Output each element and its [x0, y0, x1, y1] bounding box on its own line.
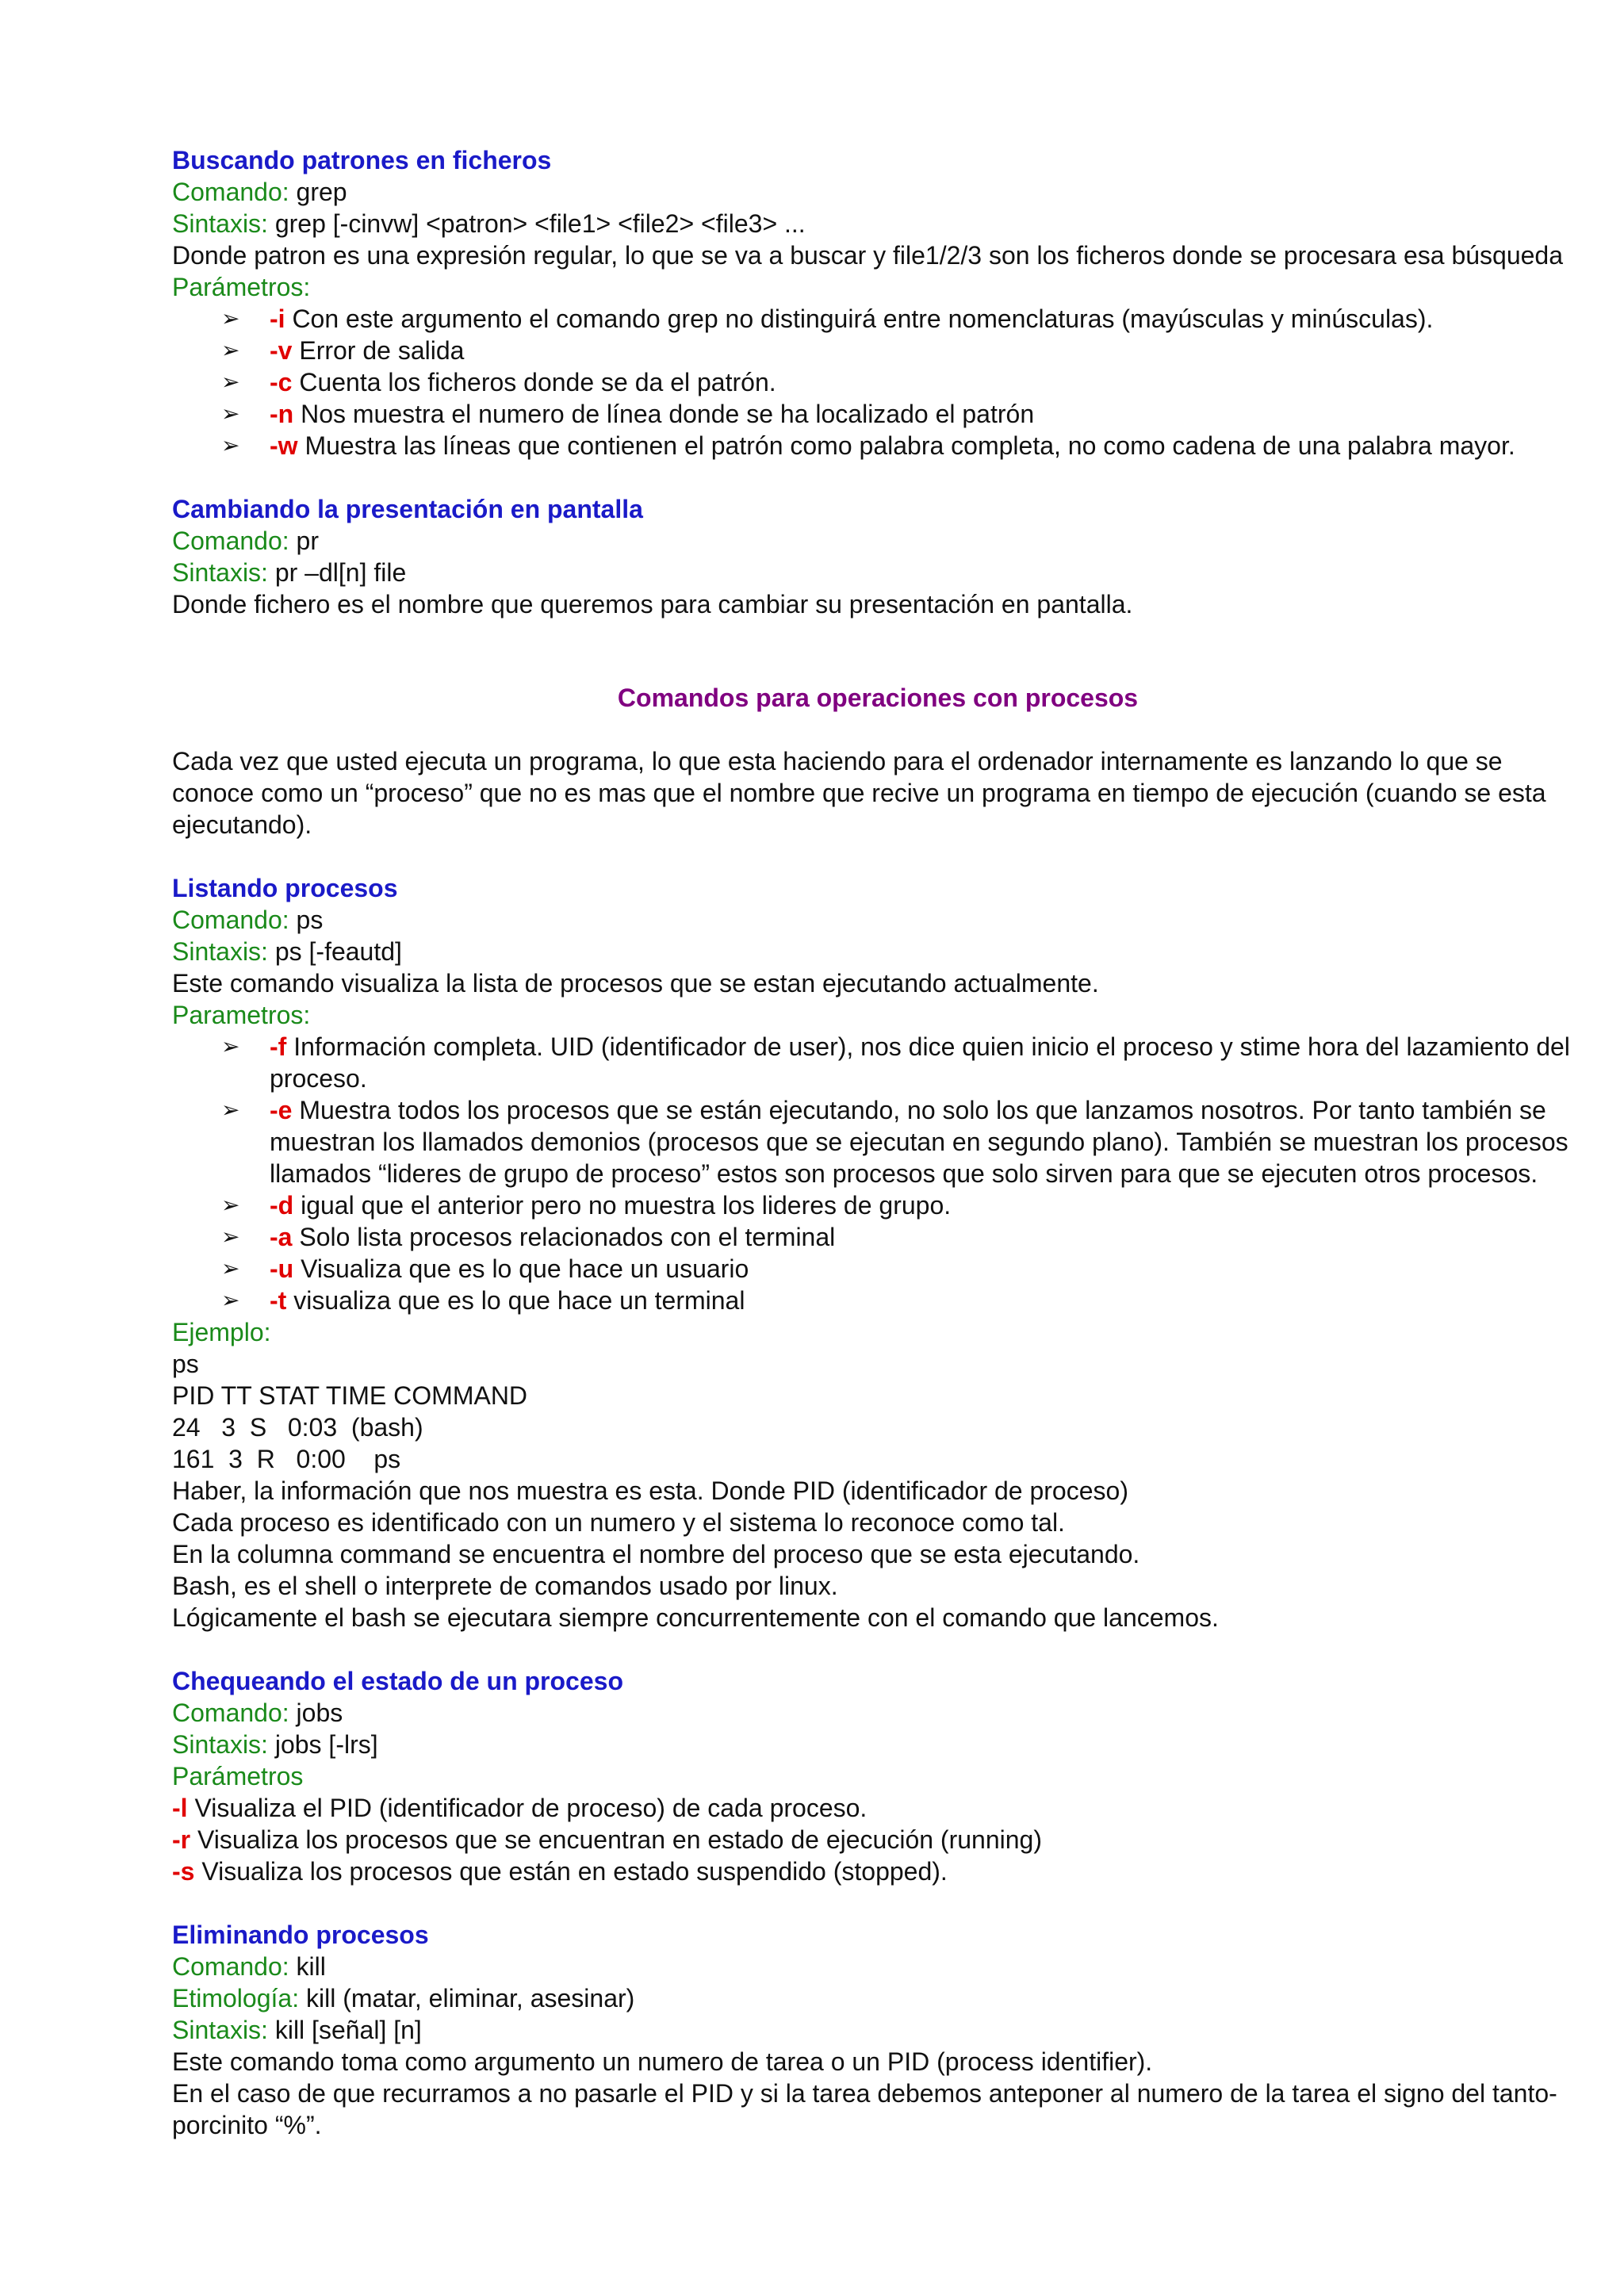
sintaxis-line — [172, 557, 1584, 588]
note-line: En la columna command se encuentra el nombre del proceso que se esta ejecutando. — [172, 1540, 1140, 1568]
param-text: igual que el anterior pero no muestra los lideres de grupo. — [293, 1191, 952, 1220]
sintaxis-line — [172, 1729, 1584, 1760]
param-flag: -r — [172, 1825, 191, 1854]
sintaxis-label: Sintaxis: — [172, 558, 268, 587]
param-text: Información completa. UID (identificador de user), nos dice quien inicio el proceso y stime hora del lazamiento del proceso. — [270, 1032, 1570, 1093]
comando-value: jobs — [289, 1698, 343, 1727]
description: Este comando visualiza la lista de procesos que se estan ejecutando actualmente. — [172, 969, 1099, 998]
param-item — [172, 1189, 1584, 1221]
param-item — [172, 366, 1584, 398]
arrowhead-bullet-icon: ➢ — [221, 1033, 240, 1059]
param-flag: -u — [270, 1254, 294, 1283]
param-item — [172, 1285, 1584, 1316]
comando-line — [172, 1951, 1584, 1982]
param-text: Muestra las líneas que contienen el patrón como palabra completa, no como cadena de una palabra mayor. — [297, 431, 1515, 460]
param-text: Visualiza los procesos que se encuentran en estado de ejecución (running) — [190, 1825, 1042, 1854]
comando-value: ps — [289, 906, 324, 934]
sintaxis-line — [172, 208, 1584, 239]
example-line: PID TT STAT TIME COMMAND — [172, 1381, 528, 1410]
arrowhead-bullet-icon: ➢ — [221, 432, 240, 458]
comando-line — [172, 1697, 1584, 1729]
param-text: Visualiza que es lo que hace un usuario — [293, 1254, 749, 1283]
param-flag: -v — [270, 336, 293, 365]
param-item — [172, 1094, 1584, 1189]
comando-label: Comando: — [172, 527, 289, 555]
param-flag: -n — [270, 400, 294, 428]
param-flag: -s — [172, 1857, 195, 1886]
param-flag: -i — [270, 304, 285, 333]
comando-value: grep — [289, 178, 347, 206]
etimologia-line — [172, 1982, 1584, 2014]
etimologia-value: kill (matar, eliminar, asesinar) — [299, 1984, 635, 2013]
comando-label: Comando: — [172, 906, 289, 934]
comando-line — [172, 176, 1584, 208]
note-line: Lógicamente el bash se ejecutara siempre concurrentemente con el comando que lancemos. — [172, 1603, 1219, 1632]
arrowhead-bullet-icon: ➢ — [221, 1287, 240, 1313]
param-flag: -t — [270, 1286, 287, 1315]
sintaxis-label: Sintaxis: — [172, 1730, 268, 1759]
param-line — [172, 1824, 1584, 1855]
example-line: 161 3 R 0:00 ps — [172, 1445, 401, 1473]
sintaxis-line — [172, 936, 1584, 967]
section-heading: Eliminando procesos — [172, 1921, 429, 1949]
spacer — [172, 1633, 1584, 1665]
param-text: Con este argumento el comando grep no distinguirá entre nomenclaturas (mayúsculas y minúsculas). — [285, 304, 1434, 333]
section-heading: Listando procesos — [172, 874, 398, 902]
param-text: Cuenta los ficheros donde se da el patrón. — [292, 368, 776, 396]
arrowhead-bullet-icon: ➢ — [221, 1097, 240, 1123]
param-flag: -f — [270, 1032, 287, 1061]
comando-line — [172, 904, 1584, 936]
sintaxis-value: grep [-cinvw] <patron> <file1> <file2> <file3> ... — [267, 209, 806, 238]
ejemplo-label: Ejemplo: — [172, 1318, 271, 1346]
sintaxis-label: Sintaxis: — [172, 2016, 268, 2044]
param-text: Visualiza los procesos que están en estado suspendido (stopped). — [194, 1857, 948, 1886]
sintaxis-value: pr –dl[n] file — [267, 558, 407, 587]
chapter-title: Comandos para operaciones con procesos — [617, 684, 1139, 712]
section-kill — [172, 1919, 1584, 2141]
spacer — [172, 841, 1584, 872]
section-pr — [172, 493, 1584, 620]
param-item — [172, 1253, 1584, 1285]
params-label: Parametros: — [172, 1001, 311, 1029]
spacer — [172, 714, 1584, 745]
param-line — [172, 1792, 1584, 1824]
params-list — [172, 303, 1584, 461]
param-item — [172, 335, 1584, 366]
param-flag: -w — [270, 431, 298, 460]
param-item — [172, 398, 1584, 430]
comando-label: Comando: — [172, 178, 289, 206]
arrowhead-bullet-icon: ➢ — [221, 1255, 240, 1281]
spacer — [172, 461, 1584, 493]
param-flag: -l — [172, 1794, 188, 1822]
comando-value: pr — [289, 527, 319, 555]
description: Este comando toma como argumento un numero de tarea o un PID (process identifier). — [172, 2047, 1153, 2076]
spacer — [172, 1887, 1584, 1919]
arrowhead-bullet-icon: ➢ — [221, 1192, 240, 1218]
sintaxis-value: jobs [-lrs] — [267, 1730, 378, 1759]
param-text: Muestra todos los procesos que se están ejecutando, no solo los que lanzamos nosotros. Por tanto también se muestran los llamados demonios (procesos que se ejecutan en segundo plano). También se muestran los procesos llamados “lideres de grupo de proceso” estos son procesos que solo sirven para que se ejecuten otros procesos. — [270, 1096, 1568, 1188]
params-list — [172, 1031, 1584, 1316]
param-item — [172, 1221, 1584, 1253]
param-flag: -e — [270, 1096, 293, 1124]
param-line — [172, 1855, 1584, 1887]
section-ps — [172, 872, 1584, 1633]
param-flag: -c — [270, 368, 293, 396]
param-text: Solo lista procesos relacionados con el terminal — [292, 1223, 836, 1251]
sintaxis-value: kill [señal] [n] — [267, 2016, 422, 2044]
param-text: Error de salida — [292, 336, 465, 365]
example-line: ps — [172, 1350, 199, 1378]
param-text: Visualiza el PID (identificador de proceso) de cada proceso. — [187, 1794, 868, 1822]
sintaxis-label: Sintaxis: — [172, 937, 268, 966]
arrowhead-bullet-icon: ➢ — [221, 1224, 240, 1250]
param-flag: -d — [270, 1191, 294, 1220]
description: Donde patron es una expresión regular, lo que se va a buscar y file1/2/3 son los ficheros donde se procesara esa búsqueda — [172, 241, 1564, 270]
comando-line — [172, 525, 1584, 557]
section-heading: Buscando patrones en ficheros — [172, 146, 552, 174]
section-jobs — [172, 1665, 1584, 1887]
sintaxis-label: Sintaxis: — [172, 209, 268, 238]
params-label: Parámetros — [172, 1762, 304, 1790]
param-item — [172, 1031, 1584, 1094]
param-item — [172, 430, 1584, 461]
section-heading: Cambiando la presentación en pantalla — [172, 495, 643, 523]
etimologia-label: Etimología: — [172, 1984, 300, 2013]
description: Donde fichero es el nombre que queremos para cambiar su presentación en pantalla. — [172, 590, 1133, 618]
param-item — [172, 303, 1584, 335]
note-line: Cada proceso es identificado con un numero y el sistema lo reconoce como tal. — [172, 1508, 1065, 1537]
description: En el caso de que recurramos a no pasarle el PID y si la tarea debemos anteponer al numero de la tarea el signo del tanto-porcinito “%”. — [172, 2079, 1557, 2139]
arrowhead-bullet-icon: ➢ — [221, 337, 240, 363]
comando-label: Comando: — [172, 1952, 289, 1981]
section-grep — [172, 144, 1584, 461]
params-label: Parámetros: — [172, 273, 311, 301]
param-text: Nos muestra el numero de línea donde se ha localizado el patrón — [293, 400, 1035, 428]
spacer — [172, 620, 1584, 682]
param-text: visualiza que es lo que hace un terminal — [286, 1286, 745, 1315]
param-flag: -a — [270, 1223, 293, 1251]
section-heading: Chequeando el estado de un proceso — [172, 1667, 623, 1695]
example-line: 24 3 S 0:03 (bash) — [172, 1413, 423, 1442]
section-procesos — [172, 682, 1584, 841]
sintaxis-line — [172, 2014, 1584, 2046]
intro-paragraph: Cada vez que usted ejecuta un programa, lo que esta haciendo para el ordenador internamente es lanzando lo que se conoce como un “proceso” que no es mas que el nombre que recive un programa en tiempo de ejecución (cuando se esta ejecutando). — [172, 747, 1546, 839]
sintaxis-value: ps [-feautd] — [267, 937, 402, 966]
note-line: Haber, la información que nos muestra es esta. Donde PID (identificador de proceso) — [172, 1476, 1128, 1505]
arrowhead-bullet-icon: ➢ — [221, 400, 240, 427]
arrowhead-bullet-icon: ➢ — [221, 369, 240, 395]
note-line: Bash, es el shell o interprete de comandos usado por linux. — [172, 1572, 838, 1600]
arrowhead-bullet-icon: ➢ — [221, 305, 240, 331]
document-page — [172, 144, 1584, 2141]
comando-label: Comando: — [172, 1698, 289, 1727]
comando-value: kill — [289, 1952, 326, 1981]
